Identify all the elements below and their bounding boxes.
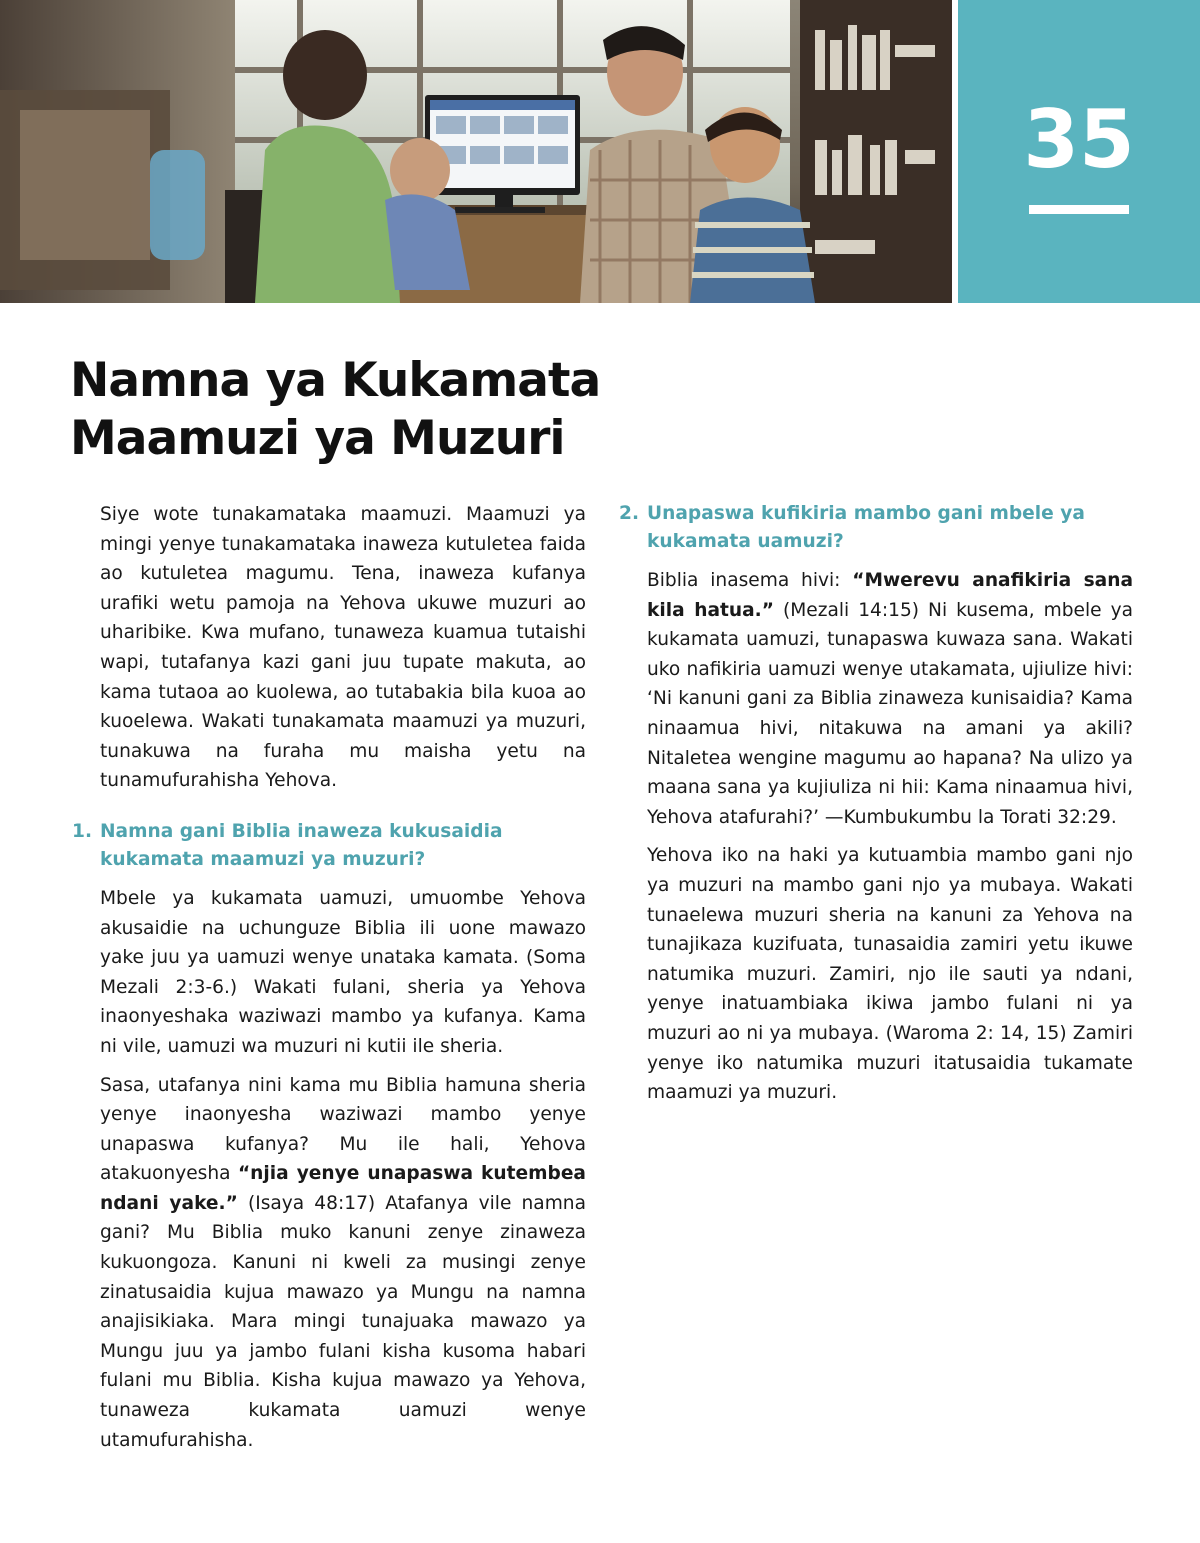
- question-2-number: 2.: [619, 503, 640, 524]
- section-2-paragraph-1-b: (Mezali 14:15) Ni kusema, mbele ya kukamata uamuzi, tunapaswa kuwaza sana. Wakati uko nafikiria uamuzi wenye utakamata, ujiulize hivi: ‘Ni kanuni gani za Biblia zinaweza kunisaidia? Kama ninaamua hivi, nitakuwa na amani ya akili? Nitaletea wengine magumu ao hapana? Na ulizo ya maana sana ya kujiuliza ni hii: Kama ninaamua hivi, Yehova atafurahi?’ —Kumbukumbu la Torati 32:29.: [647, 599, 1133, 828]
- right-column: [619, 500, 1133, 1117]
- lesson-number: 35: [1023, 93, 1135, 186]
- hero-photo: [0, 0, 952, 303]
- question-2-heading: [619, 500, 1133, 556]
- section-1-paragraph-2-b: (Isaya 48:17) Atafanya vile namna gani? Mu Biblia muko kanuni zenye zinaweza kukuongoza. Kanuni ni kweli za musingi zenye zinatusaidia kujua mawazo ya Mungu na namna anajisikiaka. Mara mingi tunajuaka mawazo ya Mungu juu ya jambo fulani kisha kusoma habari fulani mu Biblia. Kisha kujua mawazo ya Yehova, tunaweza kukamata uamuzi wenye utamufurahisha.: [100, 1192, 586, 1451]
- question-2-text: Unapaswa kufikiria mambo gani mbele ya kukamata uamuzi?: [647, 503, 1085, 552]
- question-1-text: Namna gani Biblia inaweza kukusaidia kukamata maamuzi ya muzuri?: [100, 820, 503, 870]
- section-1-paragraph-2-quote: “njia yenye unapaswa kutembea ndani yake.”: [100, 1163, 586, 1214]
- left-column: [72, 500, 586, 1464]
- section-1-paragraph-2: [100, 1071, 586, 1456]
- section-2-paragraph-1-a: Biblia inasema hivi:: [647, 570, 853, 591]
- page-title: [70, 352, 770, 468]
- section-1-paragraph-2-a: Sasa, utafanya nini kama mu Biblia hamuna sheria yenye inaonyesha waziwazi mambo yenye unapaswa kufanya? Mu ile hali, Yehova atakuonyesha: [100, 1074, 586, 1185]
- section-2-paragraph-2: Yehova iko na haki ya kutuambia mambo gani njo ya muzuri na mambo gani njo ya mubaya. Wakati tunaelewa muzuri sheria na kanuni za Yehova na tunajikaza kuzifuata, tunasaidia zamiri yetu ikuwe natumika muzuri. Zamiri, njo ile sauti ya ndani, yenye inatuambiaka ikiwa jambo fulani ni ya muzuri ao ni ya mubaya. (Waroma 2: 14, 15) Zamiri yenye iko natumika muzuri itatusaidia tukamate maamuzi ya muzuri.: [647, 845, 1133, 1104]
- lesson-number-underline: [1029, 205, 1129, 214]
- lesson-number-box: [958, 0, 1200, 303]
- intro-paragraph: Siye wote tunakamataka maamuzi. Maamuzi ya mingi yenye tunakamataka inaweza kutuletea faida ao kutuletea magumu. Tena, inaweza kufanya urafiki wetu pamoja na Yehova ukuwe muzuri ao uharibike. Kwa mufano, tunaweza kuamua tutaishi wapi, tutafanya kazi gani juu tupate makuta, ao kama tutaoa ao kuolewa, ao tutabakia bila kuoa ao kuoelewa. Wakati tunakamata maamuzi ya muzuri, tunakuwa na furaha mu maisha yetu na tunamufurahisha Yehova.: [100, 504, 586, 792]
- page-title-line2: Maamuzi ya Muzuri: [70, 411, 565, 466]
- page-title-line1: Namna ya Kukamata: [70, 353, 601, 408]
- section-2-paragraph-1-quote: “Mwerevu anafikiria sana kila hatua.”: [647, 570, 1133, 621]
- question-1-heading: [72, 818, 586, 874]
- section-1-paragraph-1: Mbele ya kukamata uamuzi, umuombe Yehova akusaidie na uchunguze Biblia ili uone mawazo yake juu ya uamuzi wenye unataka kamata. (Soma Mezali 2:3-6.) Wakati fulani, sheria ya Yehova inaonyeshaka waziwazi mambo ya kufanya. Kama ni vile, uamuzi wa muzuri ni kutii ile sheria.: [100, 887, 586, 1057]
- question-1-number: 1.: [72, 820, 93, 842]
- family-at-computer-illustration: [0, 0, 952, 303]
- section-2-paragraph-1: [647, 566, 1133, 832]
